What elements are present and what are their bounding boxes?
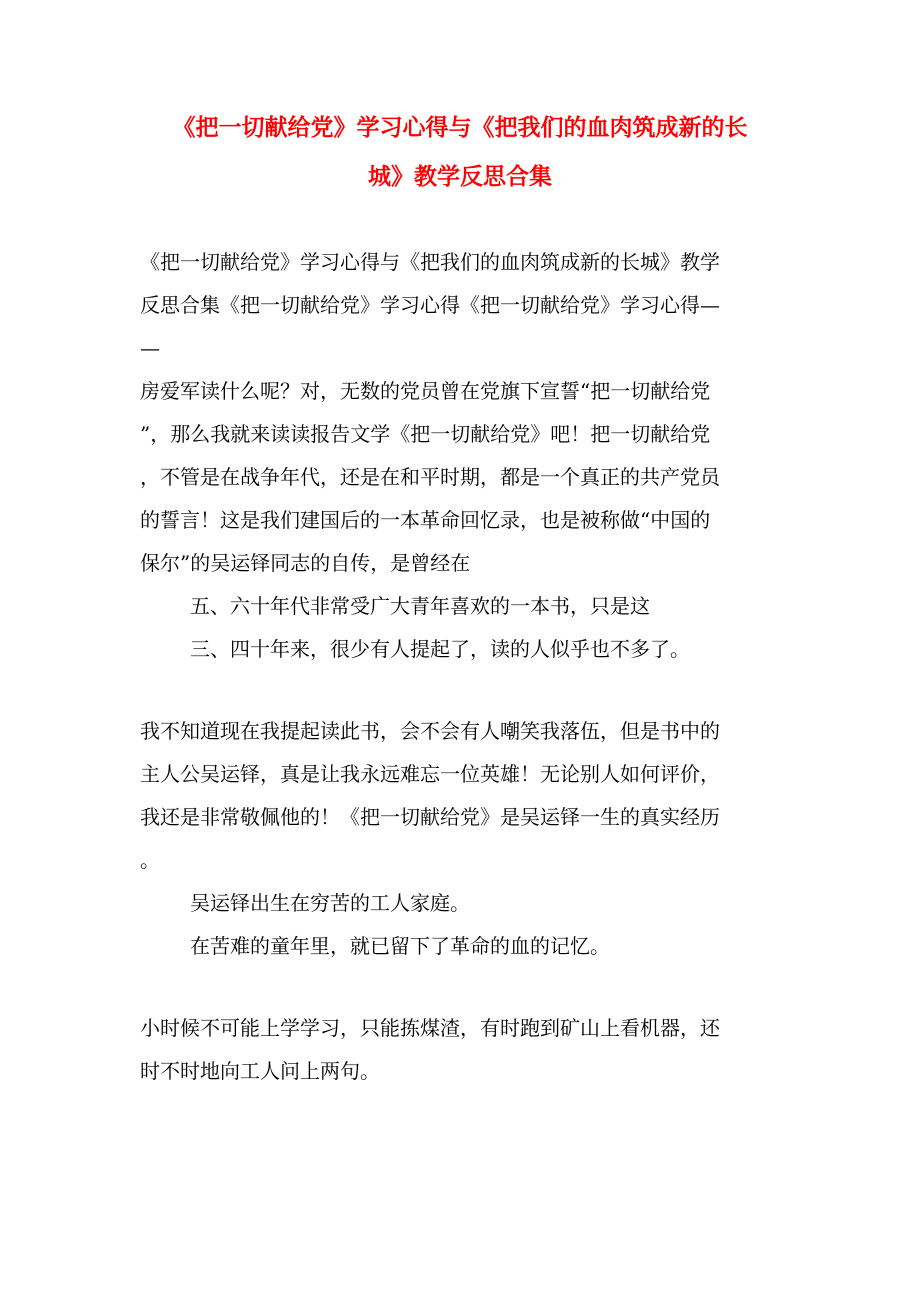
body-line: ”，那么我就来读读报告文学《把一切献给党》吧！把一切献给党	[140, 422, 711, 446]
document-title-line-2: 城》教学反思合集	[368, 163, 552, 190]
body-line: 吴运铎出生在穷苦的工人家庭。	[190, 891, 470, 915]
body-line: 我不知道现在我提起读此书，会不会有人嘲笑我落伍，但是书中的	[140, 719, 720, 743]
body-line: 主人公吴运铎，真是让我永远难忘一位英雄！无论别人如何评价，	[140, 762, 720, 786]
body-line: 。	[140, 848, 160, 872]
body-line: 时不时地向工人问上两句。	[140, 1059, 380, 1083]
document-title-line-1: 《把一切献给党》学习心得与《把我们的血肉筑成新的长	[172, 114, 748, 141]
body-line: 五、六十年代非常受广大青年喜欢的一本书，只是这	[190, 594, 650, 618]
body-line: 在苦难的童年里，就已留下了革命的血的记忆。	[190, 934, 610, 958]
body-line: ，不管是在战争年代，还是在和平时期，都是一个真正的共产党员	[140, 465, 720, 489]
body-line: 《把一切献给党》学习心得与《把我们的血肉筑成新的长城》教学	[140, 250, 720, 274]
body-line: 反思合集《把一切献给党》学习心得《把一切献给党》学习心得—	[140, 293, 720, 317]
body-line: —	[140, 336, 160, 360]
body-line: 我还是非常敬佩他的！《把一切献给党》是吴运铎一生的真实经历	[140, 805, 720, 829]
body-line: 小时候不可能上学学习，只能拣煤渣，有时跑到矿山上看机器，还	[140, 1016, 720, 1040]
body-line: 的誓言！这是我们建国后的一本革命回忆录，也是被称做“中国的	[140, 508, 711, 532]
body-line: 保尔”的吴运铎同志的自传，是曾经在	[140, 551, 471, 575]
body-line: 三、四十年来，很少有人提起了，读的人似乎也不多了。	[190, 637, 690, 661]
body-line: 房爱军读什么呢？对，无数的党员曾在党旗下宣誓“把一切献给党	[140, 379, 711, 403]
